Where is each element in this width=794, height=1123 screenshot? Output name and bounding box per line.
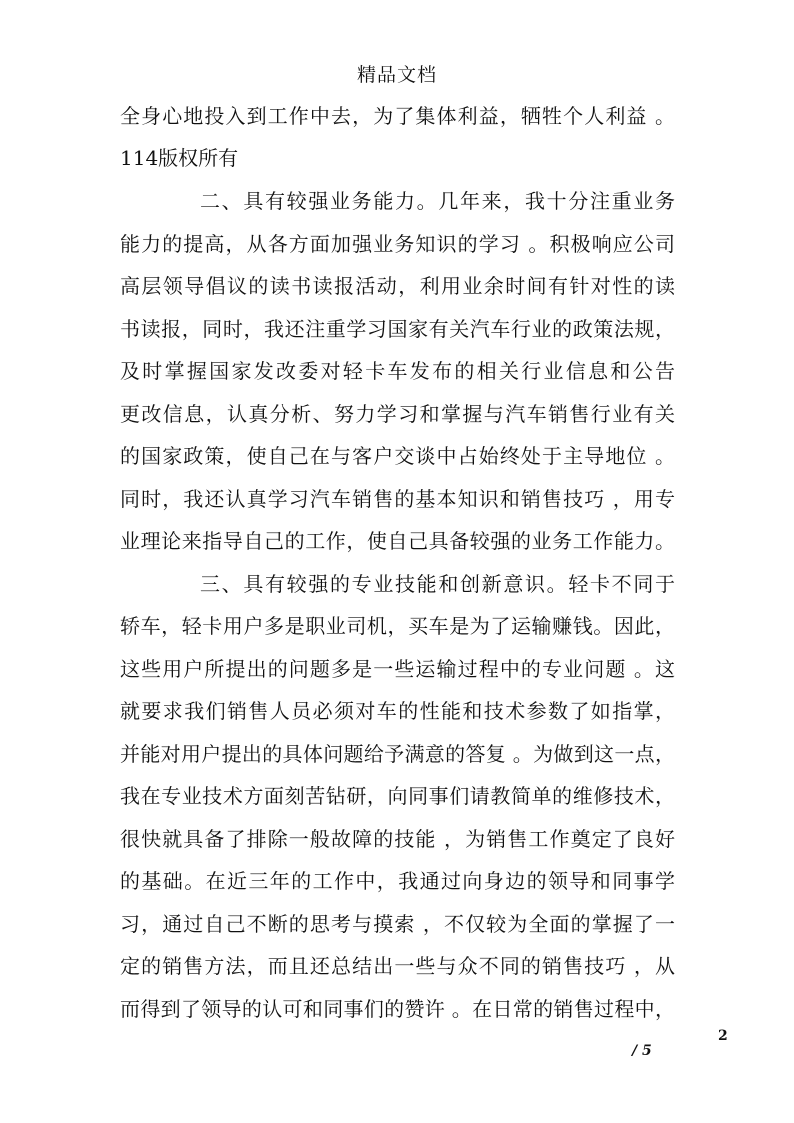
text-line: 能力的提高，从各方面加强业务知识的学习 。积极响应公司 [120, 232, 675, 256]
text-line: 的国家政策，使自己在与客户交谈中占始终处于主导地位 。 [120, 444, 675, 468]
text-line: 轿车，轻卡用户多是职业司机，买车是为了运输赚钱。因此， [120, 614, 675, 638]
text-line: 同时，我还认真学习汽车销售的基本知识和销售技巧 ，用专 [120, 487, 675, 511]
page-total: / 5 [632, 1043, 652, 1059]
text-line: 全身心地投入到工作中去，为了集体利益，牺牲个人利益 。 [120, 104, 675, 128]
text-line: 而得到了领导的认可和同事们的赞许 。在日常的销售过程中， [120, 997, 675, 1021]
text-line: 二、具有较强业务能力。几年来，我十分注重业务 [200, 189, 675, 213]
text-line: 更改信息，认真分析、努力学习和掌握与汽车销售行业有关 [120, 402, 675, 426]
text-line: 并能对用户提出的具体问题给予满意的答复 。为做到这一点， [120, 742, 675, 766]
text-line: 这些用户所提出的问题多是一些运输过程中的专业问题 。这 [120, 657, 675, 681]
text-line: 书读报，同时，我还注重学习国家有关汽车行业的政策法规， [120, 317, 675, 341]
text-line: 114版权所有 [120, 146, 239, 170]
document-header: 精品文档 [356, 64, 437, 86]
text-line: 我在专业技术方面刻苦钻研，向同事们请教简单的维修技术， [120, 784, 675, 808]
text-line: 及时掌握国家发改委对轻卡车发布的相关行业信息和公告 [120, 359, 675, 383]
text-line: 定的销售方法，而且还总结出一些与众不同的销售技巧 ，从 [120, 954, 675, 978]
text-line: 习，通过自己不断的思考与摸索 ，不仅较为全面的掌握了一 [120, 912, 675, 936]
text-line: 的基础。在近三年的工作中，我通过向身边的领导和同事学 [120, 869, 675, 893]
text-line: 就要求我们销售人员必须对车的性能和技术参数了如指掌， [120, 699, 675, 723]
text-line: 很快就具备了排除一般故障的技能 ，为销售工作奠定了良好 [120, 827, 675, 851]
page-number: 2 [718, 1028, 728, 1044]
text-line: 业理论来指导自己的工作，使自己具备较强的业务工作能力。 [120, 529, 675, 553]
text-line: 三、具有较强的专业技能和创新意识。轻卡不同于 [200, 572, 675, 596]
text-line: 高层领导倡议的读书读报活动，利用业余时间有针对性的读 [120, 274, 675, 298]
